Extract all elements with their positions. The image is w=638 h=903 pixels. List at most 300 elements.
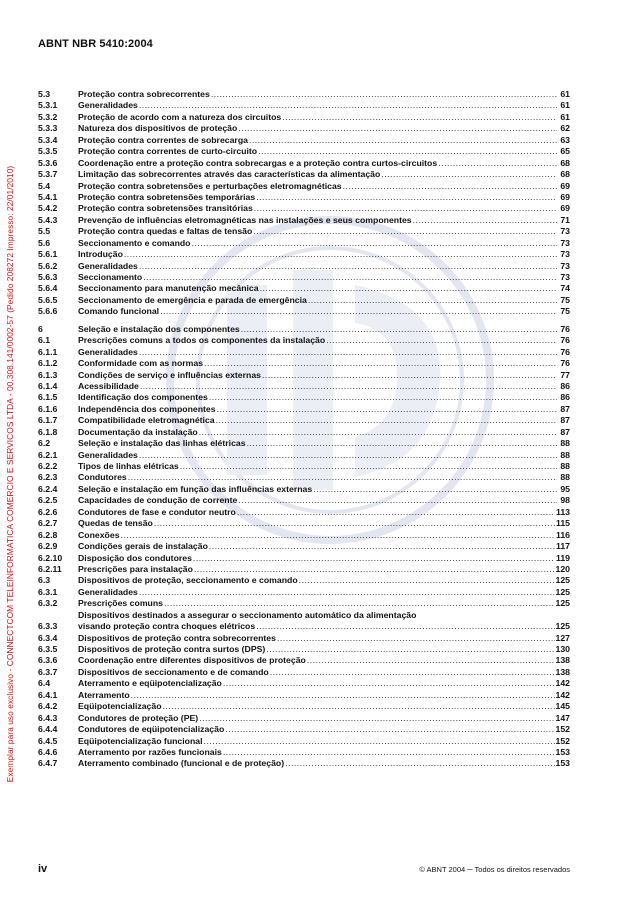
toc-section-number: 6.3.3 [38,621,58,632]
toc-entry[interactable] [38,518,570,529]
toc-page-number: 86 [560,392,570,403]
toc-page-number: 120 [555,563,570,574]
toc-section-number: 6.4 [38,678,51,689]
toc-page-number: 87 [560,403,570,414]
toc-entry[interactable] [38,587,570,598]
toc-page-number: 73 [560,226,570,237]
toc-title [78,415,558,426]
toc-title-text: Prescrições para instalação [78,563,193,574]
toc-section-number: 6.4.1 [38,689,58,700]
toc-section-number: 5.6.2 [38,260,58,271]
toc-section-number: 6.2 [38,438,51,449]
toc-section-number: 6.1.6 [38,403,58,414]
toc-entry[interactable] [38,438,570,449]
toc-title-text: Documentação da instalação [78,426,198,437]
toc-page-number: 65 [560,146,570,157]
toc-title-text: Introdução [78,249,123,260]
toc-dot-leader [299,575,555,586]
toc-dot-leader [254,203,557,214]
toc-entry[interactable] [38,736,570,747]
toc-dot-leader [223,747,555,758]
toc-entry[interactable] [38,667,570,678]
toc-title [78,438,558,449]
toc-entry[interactable] [38,192,570,203]
toc-section-number: 6.2.7 [38,518,58,529]
toc-title-text: Proteção contra quedas e faltas de tensão [78,226,253,237]
toc-title [78,392,558,403]
toc-dot-leader [313,484,557,495]
toc-dot-leader [199,427,557,438]
toc-dot-leader [307,655,555,666]
toc-page-number: 125 [555,575,570,586]
toc-entry[interactable] [38,690,570,701]
toc-section-number: 6.3.5 [38,644,58,655]
toc-section-number: 6 [38,323,43,334]
toc-entry[interactable] [38,158,570,169]
toc-section-number: 6.1.1 [38,346,58,357]
toc-entry[interactable] [38,461,570,472]
toc-page-number: 87 [560,415,570,426]
toc-section-number: 5.3.4 [38,134,58,145]
toc-title-text: Generalidades [78,100,138,111]
toc-title-text: Limitação das sobrecorrentes através das características da alimentação [78,169,381,180]
toc-title [78,736,556,747]
toc-title [78,404,558,415]
toc-section-number: 6.2.11 [38,563,62,574]
toc-title-text: Natureza dos dispositivos de proteção [78,123,238,134]
toc-section-number: 6.1.3 [38,369,58,380]
toc-title-text: Seccionamento [78,272,143,282]
toc-title-line: Dispositivos destinados a assegurar o seccionamento automático da alimentação [78,609,417,620]
toc-entry[interactable] [38,758,570,769]
toc-title [78,564,556,575]
toc-dot-leader [223,678,555,689]
toc-section-number: 5.3.3 [38,123,58,134]
toc-title [78,553,556,564]
toc-title [78,610,570,633]
toc-title-text: Proteção de acordo com a natureza dos circuitos [78,111,282,122]
toc-section-number: 5.6.6 [38,306,58,317]
toc-section-number: 5.4.2 [38,203,58,214]
toc-dot-leader [139,100,557,111]
toc-title [78,484,558,495]
toc-title-text: Aterramento combinado (funcional e de proteção) [78,758,285,769]
toc-page-number: 142 [555,689,570,700]
toc-section-number: 6.3.4 [38,632,58,643]
toc-entry[interactable] [38,203,570,214]
toc-entry[interactable] [38,249,570,260]
toc-title-text: Conexões [78,529,120,540]
toc-title-text: Quedas de tensão [78,518,153,529]
toc-section-number: 5.4.3 [38,214,58,225]
toc-dot-leader [139,450,557,461]
toc-title-text: Proteção contra sobrecorrentes [78,89,210,99]
toc-title [78,358,558,369]
toc-dot-leader [241,324,557,335]
toc-entry[interactable] [38,381,570,392]
toc-title-text: Condições gerais de instalação [78,541,208,552]
toc-entry[interactable] [38,701,570,712]
toc-entry[interactable] [38,324,570,335]
toc-page-number: 76 [560,358,570,369]
toc-entry[interactable] [38,472,570,483]
toc-page-number: 119 [555,552,570,563]
toc-page-number: 74 [560,283,570,294]
toc-entry[interactable] [38,495,570,506]
toc-entry[interactable] [38,610,570,633]
toc-section-number: 5.5 [38,226,51,237]
toc-dot-leader [139,261,557,272]
toc-dot-leader [204,736,555,747]
toc-page-number: 147 [555,712,570,723]
toc-entry[interactable] [38,306,570,317]
toc-title [78,261,558,272]
toc-dot-leader [209,541,555,552]
toc-section-number: 6.1 [38,335,51,346]
toc-entry[interactable] [38,283,570,294]
toc-entry[interactable] [38,215,570,226]
toc-dot-leader [217,404,557,415]
toc-page-number: 127 [555,632,570,643]
toc-entry[interactable] [38,135,570,146]
toc-entry[interactable] [38,507,570,518]
page-number: iv [38,863,48,875]
toc-entry[interactable] [38,100,570,111]
toc-entry[interactable] [38,747,570,758]
toc-dot-leader [139,347,557,358]
toc-title [78,324,558,335]
toc-dot-leader [140,381,557,392]
toc-entry[interactable] [38,553,570,564]
toc-title-text: Condutores de eqüipotencialização [78,724,225,735]
toc-entry[interactable] [38,89,570,100]
toc-dot-leader [128,472,557,483]
toc-page-number: 61 [560,100,570,111]
toc-page-number: 73 [560,260,570,271]
toc-title-text: Comando funcional [78,306,160,317]
toc-title-text: Identificação dos componentes [78,392,208,403]
toc-title-text: Conformidade com as normas [78,358,204,369]
toc-entry[interactable] [38,655,570,666]
copyright-notice: © ABNT 2004 ─ Todos os direitos reservados [419,865,570,874]
toc-title [78,146,558,157]
toc-dot-leader [154,518,555,529]
toc-page-number: 76 [560,346,570,357]
toc-dot-leader [343,181,557,192]
toc-entry[interactable] [38,575,570,586]
toc-title [78,100,558,111]
toc-dot-leader [237,507,555,518]
toc-dot-leader [413,215,557,226]
toc-entry[interactable] [38,541,570,552]
toc-dot-leader [143,272,557,283]
toc-page-number: 62 [560,123,570,134]
toc-entry[interactable] [38,530,570,541]
toc-entry[interactable] [38,238,570,249]
toc-title [78,135,558,146]
toc-section-number: 6.4.7 [38,758,58,769]
toc-dot-leader [164,598,555,609]
toc-section-number: 5.3 [38,89,51,99]
toc-entry[interactable] [38,392,570,403]
toc-section-number: 6.2.8 [38,529,58,540]
toc-page-number: 125 [555,586,570,597]
toc-page-number: 63 [560,134,570,145]
toc-dot-leader [211,89,557,100]
toc-title-text: Coordenação entre a proteção contra sobrecargas e a proteção contra curtos-circuitos [78,157,438,168]
toc-title-text: Eqüipotencialização [78,701,162,712]
toc-page-number: 71 [560,214,570,225]
toc-title [78,381,558,392]
toc-section-number: 6.4.5 [38,735,58,746]
toc-title [78,158,558,169]
toc-page-number: 152 [555,724,570,735]
toc-section-number: 5.3.7 [38,169,58,180]
toc-page-number: 88 [560,449,570,460]
toc-title-text: Generalidades [78,449,138,460]
toc-entry[interactable] [38,272,570,283]
toc-page-number: 68 [560,157,570,168]
toc-page-number: 61 [560,111,570,122]
toc-section-number: 6.1.8 [38,426,58,437]
toc-title [78,226,558,237]
toc-dot-leader [216,415,557,426]
toc-page-number: 153 [555,758,570,769]
toc-title-text: Seleção e instalação dos componentes [78,323,240,334]
toc-section-number: 5.6.4 [38,283,58,294]
toc-page-number: 95 [560,483,570,494]
toc-dot-leader [285,758,554,769]
toc-entry[interactable] [38,427,570,438]
toc-page-number: 88 [560,472,570,483]
toc-dot-leader [193,553,555,564]
toc-page-number: 75 [560,294,570,305]
toc-section-number: 5.4.1 [38,191,58,202]
toc-page-number: 145 [555,701,570,712]
toc-title-text: Coordenação entre diferentes dispositivos de proteção [78,655,306,666]
toc-dot-leader [266,644,554,655]
toc-dot-leader [238,123,557,134]
toc-page-number: 153 [555,746,570,757]
toc-title [78,238,558,249]
toc-title-text: Tipos de linhas elétricas [78,461,179,471]
toc-section-number: 6.2.2 [38,461,58,471]
toc-dot-leader [258,146,557,157]
toc-entry[interactable] [38,181,570,192]
toc-title [78,450,558,461]
toc-dot-leader [163,701,555,712]
toc-title [78,295,558,306]
toc-dot-leader [260,283,557,294]
toc-title [78,633,556,644]
toc-title [78,347,558,358]
toc-section-number: 6.4.6 [38,746,58,757]
toc-section-number: 5.3.1 [38,100,58,111]
toc-entry[interactable] [38,112,570,123]
toc-title [78,169,558,180]
toc-dot-leader [247,438,557,449]
toc-entry[interactable] [38,295,570,306]
toc-page-number: 76 [560,323,570,334]
toc-section-number: 6.2.3 [38,472,58,483]
toc-page-number: 61 [560,89,570,99]
toc-page-number: 138 [555,666,570,677]
toc-title [78,112,558,123]
toc-title [78,667,556,678]
toc-title-text: Seleção e instalação das linhas elétricas [78,438,246,449]
toc-title [78,181,558,192]
toc-title [78,249,558,260]
toc-title-text: Dispositivos de proteção contra sobrecorrentes [78,632,276,643]
toc-entry[interactable] [38,484,570,495]
toc-title-text: Proteção contra sobretensões temporárias [78,191,256,202]
toc-dot-leader [191,238,557,249]
toc-dot-leader [180,461,557,472]
toc-title [78,472,558,483]
toc-title-text: Acessibilidade [78,380,139,391]
toc-title-text: Aterramento e eqüipotencialização [78,678,222,689]
toc-dot-leader [277,633,555,644]
toc-title-text: Dispositivos de proteção contra surtos (DPS) [78,644,266,655]
toc-page-number: 88 [560,461,570,471]
toc-title-text: Compatibilidade eletromagnética [78,415,215,426]
toc-dot-leader [121,530,555,541]
toc-title-text: Disposição dos condutores [78,552,192,563]
toc-title [78,701,556,712]
toc-section-number: 6.4.3 [38,712,58,723]
toc-section-number: 6.1.4 [38,380,58,391]
toc-entry[interactable] [38,123,570,134]
toc-page-number: 117 [555,541,570,552]
toc-page-number: 125 [555,598,570,609]
toc-section-number: 6.1.5 [38,392,58,403]
toc-title-text: Prescrições comuns [78,598,163,609]
toc-section-number: 5.6.5 [38,294,58,305]
toc-page-number: 138 [555,655,570,666]
toc-title [78,461,558,472]
toc-title-text: Aterramento por razões funcionais [78,746,222,757]
toc-page-number: 130 [555,644,570,655]
toc-entry[interactable] [38,169,570,180]
toc-title-text: Proteção contra correntes de sobrecarga [78,134,248,145]
toc-title [78,89,558,100]
toc-title [78,598,556,609]
toc-section-number: 5.6.3 [38,272,58,282]
toc-title [78,724,556,735]
toc-section-number: 6.3.1 [38,586,58,597]
toc-entry[interactable] [38,370,570,381]
toc-title [78,306,558,317]
toc-title-text: Eqüipotencialização funcional [78,735,203,746]
toc-dot-leader [131,690,555,701]
toc-title-text: Seccionamento de emergência e parada de emergência [78,294,307,305]
toc-dot-leader [326,335,557,346]
toc-title [78,192,558,203]
toc-title-text: Dispositivos de proteção, seccionamento e comando [78,575,298,586]
toc-entry[interactable] [38,404,570,415]
toc-page-number: 73 [560,272,570,282]
toc-entry[interactable] [38,713,570,724]
toc-title [78,495,558,506]
toc-title-text: Condutores [78,472,127,483]
toc-section-number: 6.2.9 [38,541,58,552]
toc-page-number: 125 [555,621,570,632]
toc-page-number: 87 [560,426,570,437]
toc-entry[interactable] [38,358,570,369]
toc-dot-leader [249,135,557,146]
toc-entry[interactable] [38,415,570,426]
toc-dot-leader [256,621,554,632]
toc-entry[interactable] [38,335,570,346]
toc-section-number: 5.6 [38,237,51,248]
toc-entry[interactable] [38,564,570,575]
toc-entry[interactable] [38,724,570,735]
toc-title-text: Generalidades [78,346,138,357]
toc-entry[interactable] [38,633,570,644]
toc-title-text: Seccionamento e comando [78,237,191,248]
toc-title-text: Proteção contra sobretensões e perturbações eletromagnéticas [78,180,342,191]
toc-page-number: 115 [555,518,570,529]
toc-section-number: 6.4.2 [38,701,58,712]
toc-title-text: Seleção e instalação em função das influências externas [78,483,313,494]
toc-dot-leader [282,112,557,123]
toc-dot-leader [438,158,557,169]
toc-title-text: Prescrições comuns a todos os componentes da instalação [78,335,326,346]
toc-title-text: Dispositivos de seccionamento e de comando [78,666,269,677]
toc-section-number: 5.4 [38,180,51,191]
toc-section-number: 6.1.7 [38,415,58,426]
toc-title-text: Condutores de proteção (PE) [78,712,199,723]
toc-page-number: 73 [560,237,570,248]
toc-dot-leader [253,226,557,237]
toc-section-number: 6.2.5 [38,495,58,506]
toc-title [78,272,558,283]
toc-title [78,203,558,214]
toc-title-text: Aterramento [78,689,130,700]
toc-entry[interactable] [38,450,570,461]
toc-entry[interactable] [38,347,570,358]
toc-entry[interactable] [38,598,570,609]
toc-title-line: visando proteção contra choques elétricos [78,621,256,632]
toc-title [78,215,558,226]
toc-page-number: 86 [560,380,570,391]
toc-entry[interactable] [38,678,570,689]
toc-entry[interactable] [38,261,570,272]
toc-page-number: 69 [560,180,570,191]
toc-page-number: 116 [555,529,570,540]
toc-title-text: Seccionamento para manutenção mecânica [78,283,259,294]
toc-dot-leader [160,306,557,317]
toc-title [78,575,556,586]
toc-title [78,690,556,701]
toc-entry[interactable] [38,644,570,655]
toc-section-number: 6.2.6 [38,506,58,517]
toc-dot-leader [270,667,555,678]
toc-page-number: 75 [560,306,570,317]
toc-section-number: 6.4.4 [38,724,58,735]
toc-page-number: 152 [555,735,570,746]
toc-entry[interactable] [38,146,570,157]
toc-entry[interactable] [38,226,570,237]
toc-page-number: 113 [555,506,570,517]
toc-title [78,507,556,518]
toc-title-text: Condutores de fase e condutor neutro [78,506,236,517]
toc-dot-leader [381,169,557,180]
toc-dot-leader [238,495,557,506]
toc-title [78,427,558,438]
toc-section-number: 6.2.1 [38,449,58,460]
toc-page-number: 68 [560,169,570,180]
